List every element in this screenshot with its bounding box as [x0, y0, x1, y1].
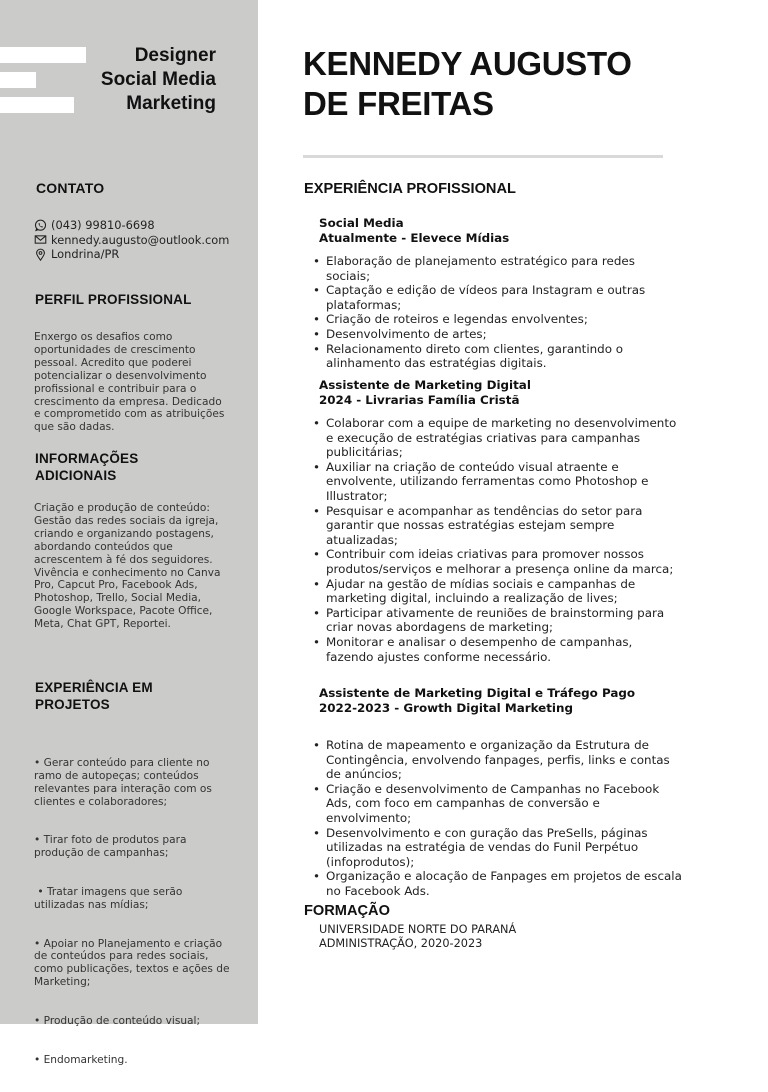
- job-header: [319, 686, 635, 715]
- location-pin-icon: [34, 248, 47, 261]
- job-subtitle: 2022-2023 - Growth Digital Marketing: [319, 700, 573, 715]
- mail-icon: [34, 233, 47, 246]
- project-experience-heading: [35, 680, 153, 713]
- email-text: kennedy.augusto@outlook.com: [51, 232, 230, 247]
- job-subtitle: Atualmente - Elevece Mídias: [319, 230, 510, 245]
- list-item: • Contribuir com ideias criativas para promover nossos produtos/serviços e melhorar a presença online da marca;: [312, 547, 682, 576]
- job-bullets: [312, 416, 682, 664]
- candidate-name: [303, 44, 632, 124]
- contact-phone: [34, 218, 229, 233]
- heading-line: PROJETOS: [35, 696, 110, 712]
- list-item: • Participar ativamente de reuniões de brainstorming para criar novas abordagens de marketing;: [312, 606, 682, 635]
- list-item: • Tirar foto de produtos para produção de campanhas;: [34, 834, 190, 860]
- contact-email: [34, 233, 229, 248]
- project-experience-list: [34, 731, 233, 1092]
- list-item: • Criação de roteiros e legendas envolventes;: [312, 312, 682, 327]
- whatsapp-icon: [34, 219, 47, 232]
- job-header: [319, 378, 531, 407]
- list-item: • Gerar conteúdo para cliente no ramo de autopeças; conteúdos relevantes para interação com os clientes e colaboradores;: [34, 756, 216, 808]
- job-bullets: [312, 738, 682, 899]
- profile-heading: PERFIL PROFISSIONAL: [35, 292, 192, 307]
- list-item: • Rotina de mapeamento e organização da Estrutura de Contingência, envolvendo fanpages, perfis, links e contas de anúncios;: [312, 738, 682, 782]
- job-title: Assistente de Marketing Digital e Tráfego Pago: [319, 686, 636, 700]
- name-line: KENNEDY AUGUSTO: [303, 45, 632, 82]
- education-heading: FORMAÇÃO: [304, 903, 390, 919]
- heading-line: ADICIONAIS: [35, 467, 117, 483]
- list-item: • Endomarketing.: [34, 1053, 128, 1066]
- name-line: DE FREITAS: [303, 85, 494, 122]
- list-item: • Auxiliar na criação de conteúdo visual atraente e envolvente, utilizando ferramentas como Photoshop e Illustrator;: [312, 460, 682, 504]
- job-subtitle: 2024 - Livrarias Família Cristã: [319, 392, 520, 407]
- heading-line: INFORMAÇÕES: [35, 451, 139, 466]
- list-item: • Tratar imagens que serão utilizadas nas mídias;: [34, 885, 186, 911]
- list-item: • Monitorar e analisar o desempenho de campanhas, fazendo ajustes conforme necessário.: [312, 635, 682, 664]
- education-details: [319, 923, 516, 952]
- list-item: • Colaborar com a equipe de marketing no desenvolvimento e execução de estratégias criativas para campanhas publicitárias;: [312, 416, 682, 460]
- list-item: • Pesquisar e acompanhar as tendências do setor para garantir que nossas estratégias estejam sempre atualizadas;: [312, 504, 682, 548]
- list-item: • Organização e alocação de Fanpages em projetos de escala no Facebook Ads.: [312, 869, 682, 898]
- list-item: • Relacionamento direto com clientes, garantindo o alinhamento das estratégias digitais.: [312, 342, 682, 371]
- role-title: [16, 44, 216, 116]
- additional-info-heading: [35, 451, 138, 484]
- additional-info-text: Criação e produção de conteúdo: Gestão das redes sociais da igreja, criando e organizando postagens, abordando conteúdos que acrescentem à fé dos seguidores. Vivência e conhecimento no Canva Pro, Capcut Pro, Facebook Ads, Photoshop, Trello, Social Media, Google Workspace, Pacote Office, Meta, Chat GPT, Reportei.: [34, 502, 221, 631]
- divider: [303, 155, 663, 158]
- education-course: ADMINISTRAÇÃO, 2020-2023: [319, 937, 483, 951]
- location-text: Londrina/PR: [51, 247, 120, 262]
- job-bullets: [312, 254, 682, 371]
- phone-text: (043) 99810-6698: [51, 218, 155, 232]
- heading-line: EXPERIÊNCIA EM: [35, 680, 153, 695]
- list-item: • Criação e desenvolvimento de Campanhas no Facebook Ads, com foco em campanhas de conversão e envolvimento;: [312, 782, 682, 826]
- experience-heading: EXPERIÊNCIA PROFISSIONAL: [304, 181, 516, 197]
- list-item: • Desenvolvimento e con guração das PreSells, páginas utilizadas na estratégia de vendas do Funil Perpétuo (infoprodutos);: [312, 826, 682, 870]
- contact-location: [34, 247, 229, 262]
- job-title: Assistente de Marketing Digital: [319, 378, 531, 392]
- job-title: Social Media: [319, 216, 404, 230]
- list-item: • Desenvolvimento de artes;: [312, 327, 682, 342]
- education-institution: UNIVERSIDADE NORTE DO PARANÁ: [319, 923, 517, 936]
- list-item: • Ajudar na gestão de mídias sociais e campanhas de marketing digital, incluindo a realização de lives;: [312, 577, 682, 606]
- profile-text: Enxergo os desafios como oportunidades de crescimento pessoal. Acredito que poderei potencializar o desenvolvimento profissional e contribuir para o crescimento da empresa. Dedicado e comprometido com as atribuições que são dadas.: [34, 331, 225, 434]
- list-item: • Elaboração de planejamento estratégico para redes sociais;: [312, 254, 682, 283]
- list-item: • Produção de conteúdo visual;: [34, 1014, 201, 1027]
- contact-heading: CONTATO: [36, 180, 105, 196]
- contact-list: [34, 218, 229, 262]
- role-line: Marketing: [126, 93, 216, 114]
- sidebar: [0, 0, 258, 1066]
- list-item: • Captação e edição de vídeos para Instagram e outras plataformas;: [312, 283, 682, 312]
- list-item: • Apoiar no Planejamento e criação de conteúdos para redes sociais, como publicações, textos e ações de Marketing;: [34, 937, 233, 989]
- role-line: Designer: [134, 45, 216, 66]
- job-header: [319, 216, 509, 245]
- role-line: Social Media: [100, 69, 216, 90]
